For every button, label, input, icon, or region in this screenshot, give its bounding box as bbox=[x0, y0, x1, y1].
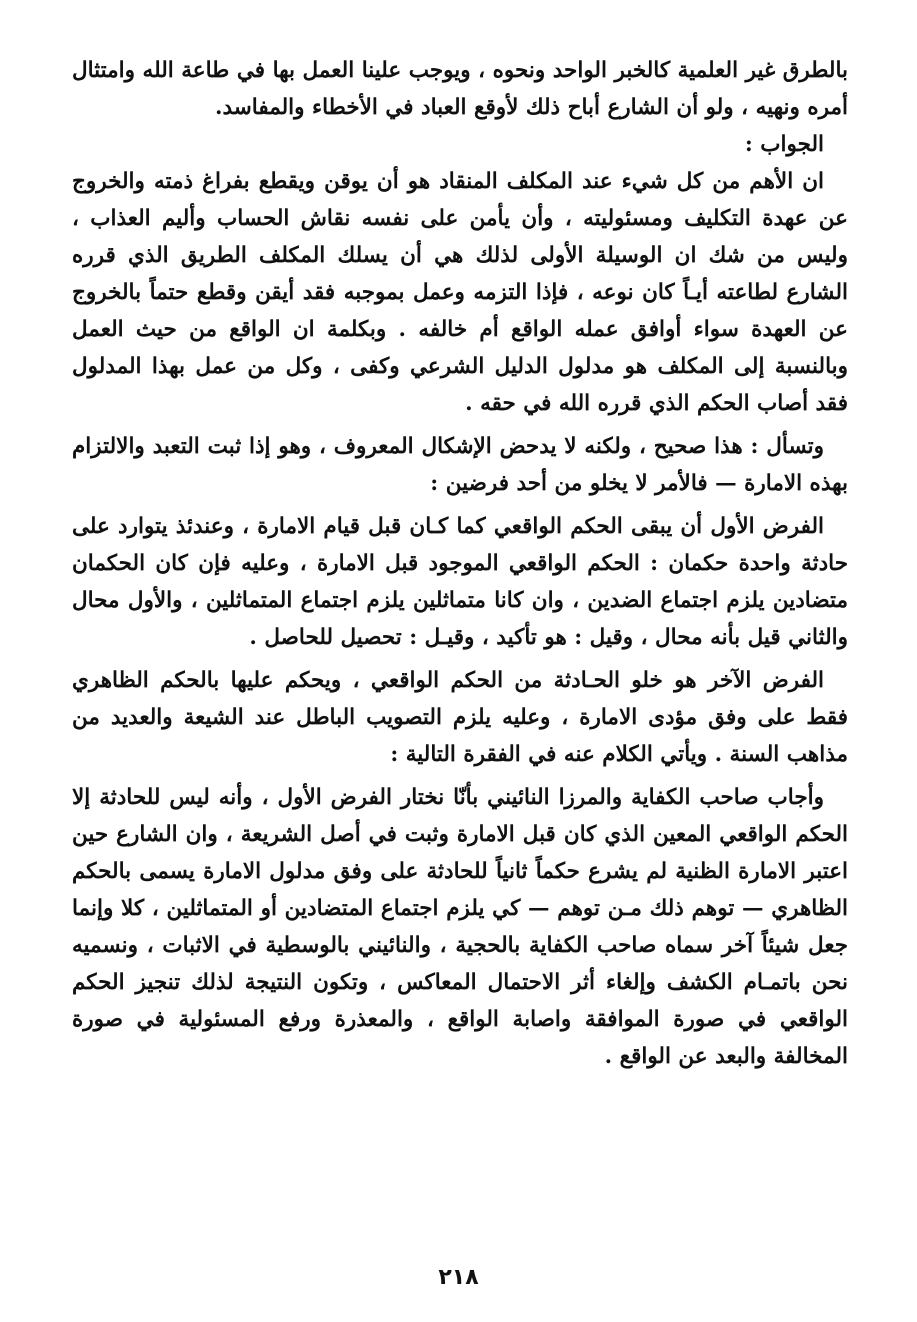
paragraph-second-assumption: الفرض الآخر هو خلو الحـادثة من الحكم الواقعي ، ويحكم عليها بالحكم الظاهري فقط على وفق مؤدى الامارة ، وعليه يلزم التصويب الباطل عند الشيعة والعديد من مذاهب السنة . ويأتي الكلام عنه في الفقرة التالية : bbox=[72, 668, 848, 767]
paragraph-question: وتسأل : هذا صحيح ، ولكنه لا يدحض الإشكال المعروف ، وهو إذا ثبت التعبد والالتزام بهذه الامارة — فالأمر لا يخلو من أحد فرضين : bbox=[72, 434, 848, 496]
paragraph-certainty: ان الأهم من كل شيء عند المكلف المنقاد هو أن يوقن ويقطع بفراغ ذمته والخروج عن عهدة التكليف ومسئوليته ، وأن يأمن على نفسه نقاش الحساب وأليم العذاب ، وليس من شك ان الوسيلة الأولى لذلك هي أن يسلك المكلف الطريق الذي قرره الشارع لطاعته أيـاً كان نوعه ، فإذا التزمه وعمل بموجبه فقد أيقن وقطع حتماً بالخروج عن العهدة سواء أوافق عمله الواقع أم خالفه . وبكلمة ان الواقع من حيث العمل وبالنسبة إلى المكلف هو مدلول الدليل الشرعي وكفى ، وكل من عمل بهذا المدلول فقد أصاب الحكم الذي قرره الله في حقه . bbox=[72, 169, 848, 416]
document-page bbox=[72, 52, 848, 1292]
intro-paragraph: بالطرق غير العلمية كالخبر الواحد ونحوه ، ويوجب علينا العمل بها في طاعة الله وامتثال أمره ونهيه ، ولو أن الشارع أباح ذلك لأوقع العباد في الأخطاء والمفاسد. bbox=[72, 58, 848, 120]
answer-heading: الجواب : bbox=[744, 132, 824, 157]
paragraph-first-assumption: الفرض الأول أن يبقى الحكم الواقعي كما كـان قبل قيام الامارة ، وعندئذ يتوارد على حادثة واحدة حكمان : الحكم الواقعي الموجود قبل الامارة ، وعليه فإن كان الحكمان متضادين يلزم اجتماع الضدين ، وان كانا متماثلين يلزم اجتماع المتماثلين ، والأول محال والثاني قيل بأنه محال ، وقيل : هو تأكيد ، وقيـل : تحصيل للحاصل . bbox=[72, 514, 848, 650]
paragraph-reply: وأجاب صاحب الكفاية والمرزا النائيني بأنّا نختار الفرض الأول ، وأنه ليس للحادثة إلا الحكم الواقعي المعين الذي كان قبل الامارة وثبت في أصل الشريعة ، وان الشارع حين اعتبر الامارة الظنية لم يشرع حكماً ثانياً للحادثة على وفق مدلول الامارة يسمى بالحكم الظاهري — توهم ذلك مـن توهم — كي يلزم اجتماع المتضادين أو المتماثلين ، كلا وإنما جعل شيئاً آخر سماه صاحب الكفاية بالحجية ، والنائيني بالوسطية في الاثبات ، ونسميه نحن باتمـام الكشف وإلغاء أثر الاحتمال المعاكس ، وتكون النتيجة لذلك تنجيز الحكم الواقعي في صورة الموافقة واصابة الواقع ، والمعذرة ورفع المسئولية في صورة المخالفة والبعد عن الواقع . bbox=[72, 785, 848, 1069]
page-number: ٢١٨ bbox=[438, 1265, 479, 1290]
